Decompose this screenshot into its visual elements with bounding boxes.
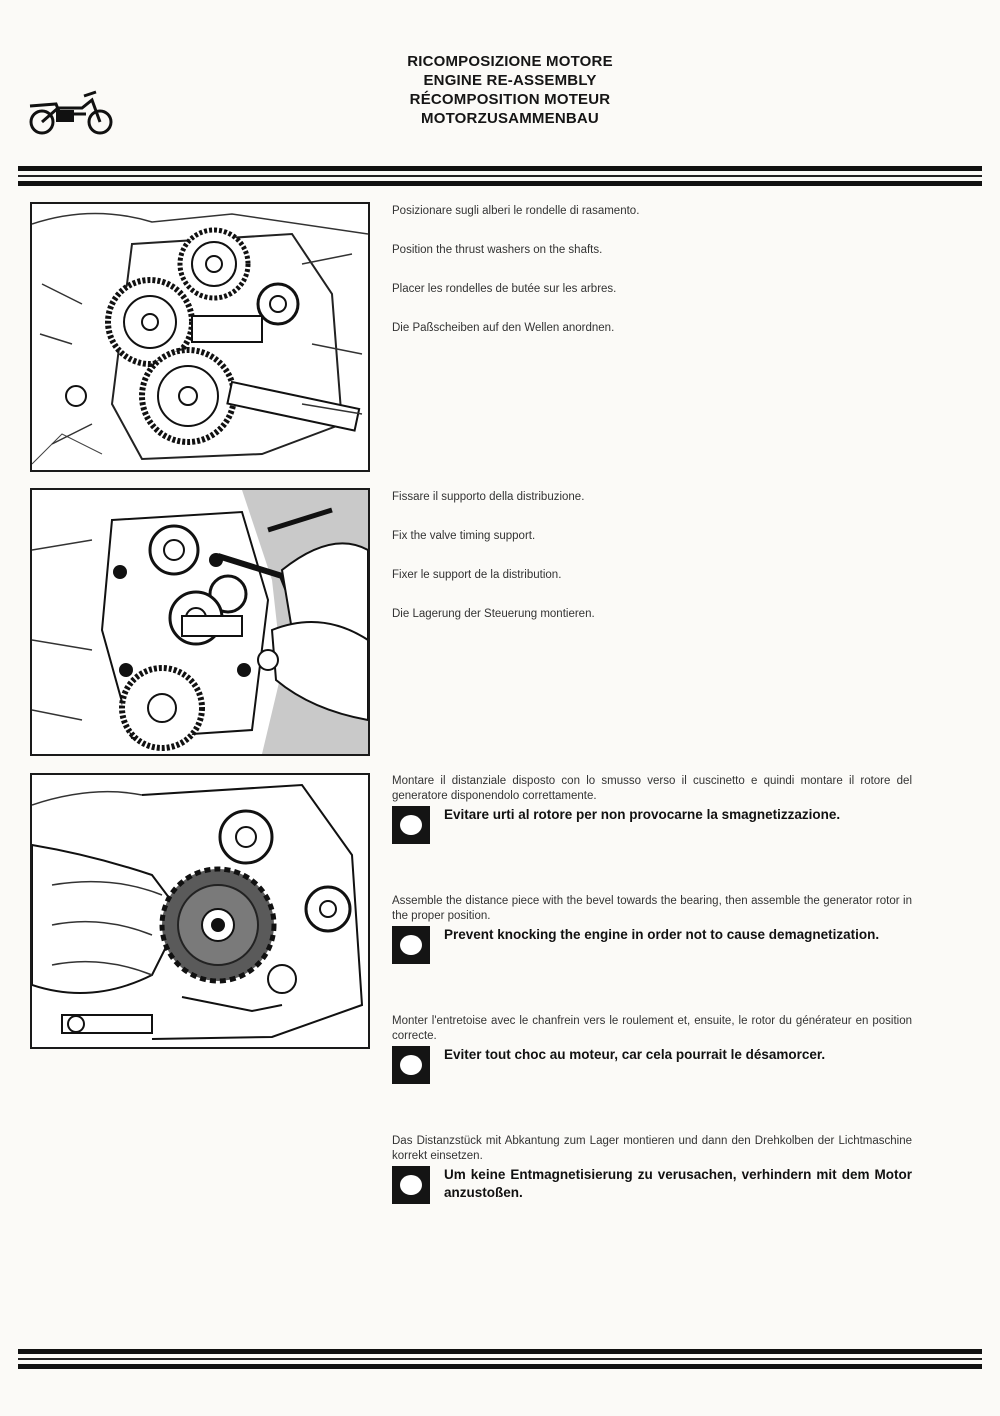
warning-it bbox=[392, 806, 912, 844]
title-it: RICOMPOSIZIONE MOTORE bbox=[407, 53, 613, 70]
motorcycle-icon bbox=[26, 86, 118, 138]
step-3-block-en bbox=[392, 894, 912, 964]
step-3-block-de bbox=[392, 1134, 912, 1204]
step-1-line-it: Posizionare sugli alberi le rondelle di rasamento. bbox=[392, 205, 640, 217]
step-1-line-fr: Placer les rondelles de butée sur les arbres. bbox=[392, 283, 617, 295]
warning-text-fr: Eviter tout choc au moteur, car cela pourrait le désamorcer. bbox=[444, 1047, 826, 1062]
figure-thrust-washers bbox=[30, 202, 370, 472]
header-rule-thin bbox=[18, 175, 982, 177]
step-3-block-it bbox=[392, 774, 912, 844]
step-3-text-en: Assemble the distance piece with the bevel towards the bearing, then assemble the generator rotor in the proper position. bbox=[392, 895, 912, 922]
warning-icon bbox=[392, 926, 430, 964]
title-de: MOTORZUSAMMENBAU bbox=[421, 110, 599, 127]
header-rule-thick bbox=[18, 166, 982, 171]
step-2-text bbox=[392, 490, 912, 646]
warning-icon bbox=[392, 1046, 430, 1084]
step-2-line-en: Fix the valve timing support. bbox=[392, 530, 536, 542]
step-3-text-de: Das Distanzstück mit Abkantung zum Lager montieren und dann den Drehkolben der Lichtmaschine korrekt einsetzen. bbox=[392, 1135, 912, 1162]
footer-rule-thick-2 bbox=[18, 1364, 982, 1369]
step-1-line-en: Position the thrust washers on the shafts. bbox=[392, 244, 603, 256]
step-3-text-fr: Monter l'entretoise avec le chanfrein vers le roulement et, ensuite, le rotor du générateur en position correcte. bbox=[392, 1015, 912, 1042]
warning-fr bbox=[392, 1046, 912, 1084]
step-3-block-fr bbox=[392, 1014, 912, 1084]
warning-text-de: Um keine Entmagnetisierung zu verusachen, verhindern mit dem Motor anzustoßen. bbox=[444, 1167, 912, 1200]
warning-en bbox=[392, 926, 912, 964]
step-2-line-fr: Fixer le support de la distribution. bbox=[392, 569, 562, 581]
step-2-line-de: Die Lagerung der Steuerung montieren. bbox=[392, 608, 595, 620]
figure-generator-rotor bbox=[30, 773, 370, 1049]
warning-icon bbox=[392, 806, 430, 844]
footer-rule-thick bbox=[18, 1349, 982, 1354]
title-fr: RÉCOMPOSITION MOTEUR bbox=[409, 91, 611, 108]
footer-rule-thin bbox=[18, 1358, 982, 1360]
figure-timing-support bbox=[30, 488, 370, 756]
warning-de bbox=[392, 1166, 912, 1204]
warning-text-it: Evitare urti al rotore per non provocarne la smagnetizzazione. bbox=[444, 807, 841, 822]
warning-text-en: Prevent knocking the engine in order not to cause demagnetization. bbox=[444, 927, 880, 942]
warning-icon bbox=[392, 1166, 430, 1204]
step-1-line-de: Die Paßscheiben auf den Wellen anordnen. bbox=[392, 322, 615, 334]
header-rule-thick-2 bbox=[18, 181, 982, 186]
step-3-text-it: Montare il distanziale disposto con lo smusso verso il cuscinetto e quindi montare il rotore del generatore disponendolo correttamente. bbox=[392, 775, 912, 802]
step-1-text bbox=[392, 204, 912, 360]
page-title bbox=[300, 52, 720, 128]
title-en: ENGINE RE-ASSEMBLY bbox=[423, 72, 597, 89]
step-2-line-it: Fissare il supporto della distribuzione. bbox=[392, 491, 585, 503]
